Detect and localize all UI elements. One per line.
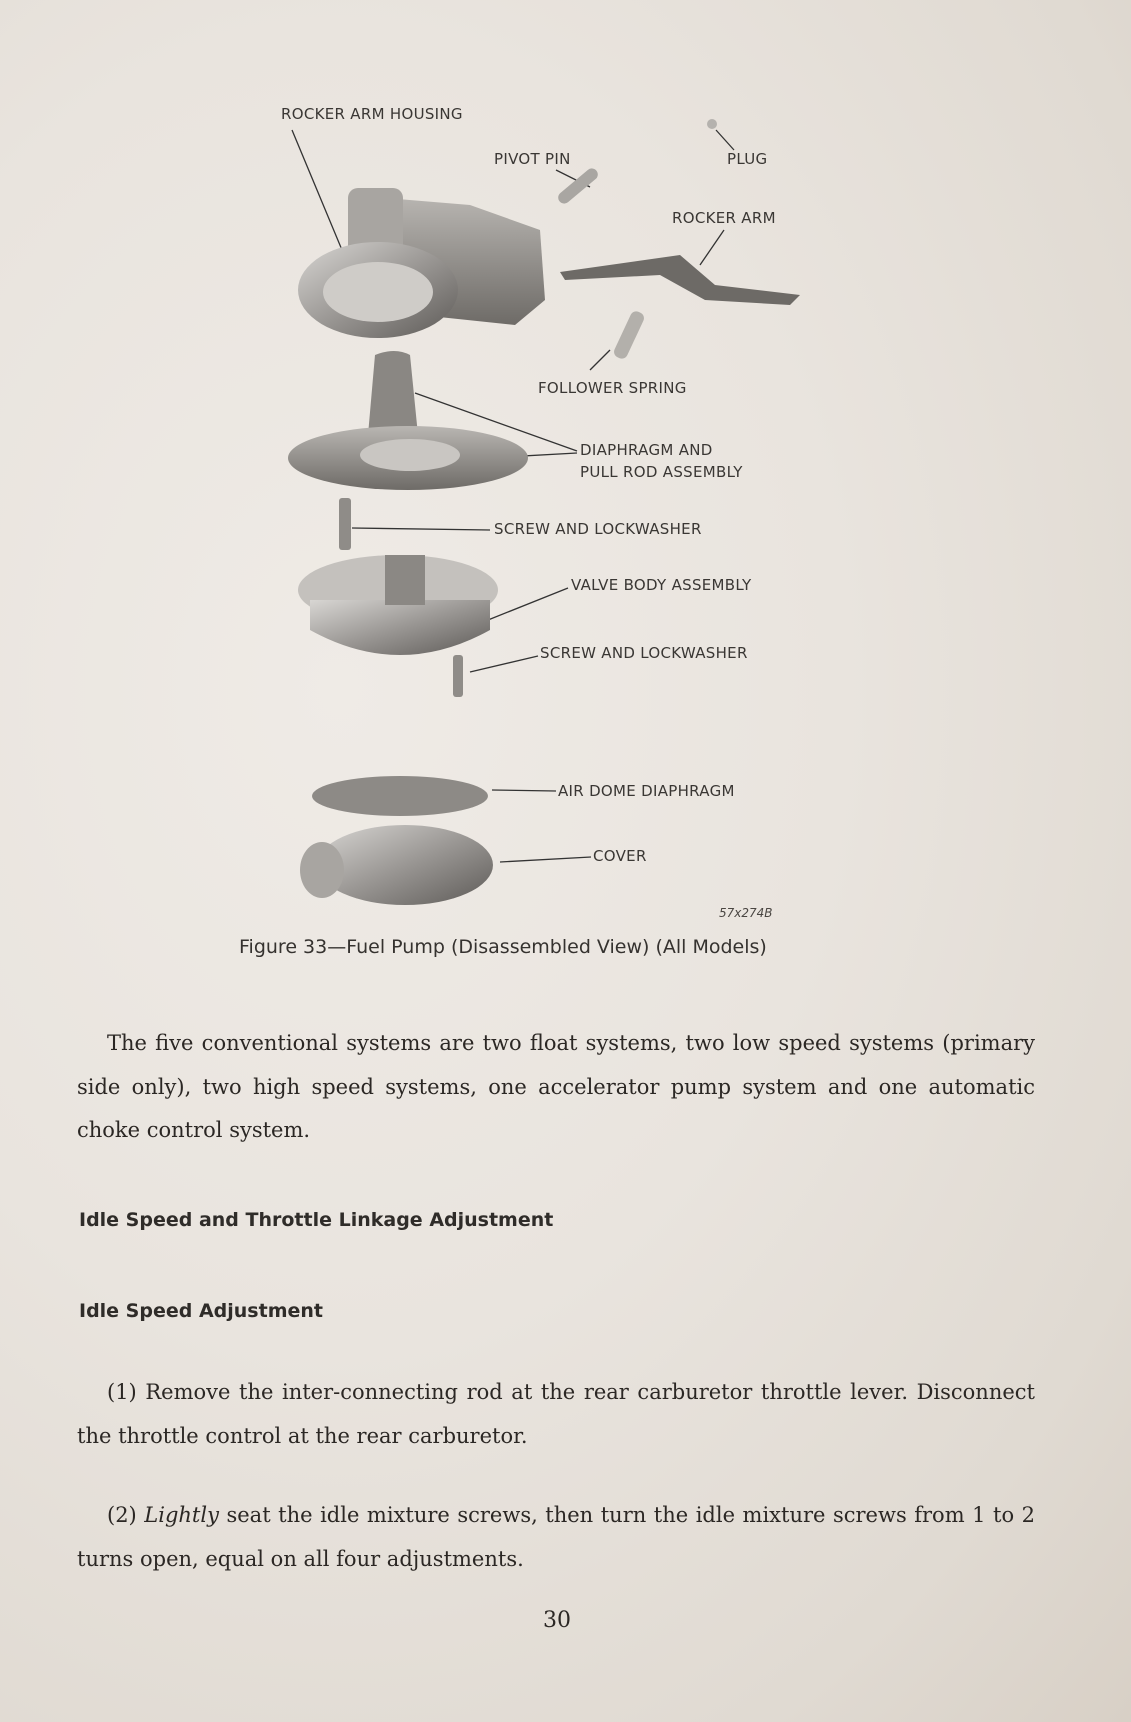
label-screw-lockwasher-1: SCREW AND LOCKWASHER xyxy=(494,520,702,538)
heading-idle-speed-adjustment: Idle Speed Adjustment xyxy=(79,1300,323,1322)
pivot-pin-part xyxy=(556,166,600,206)
valve-body-part xyxy=(298,555,498,655)
air-dome-diaphragm-part xyxy=(312,776,488,816)
screw-part-2 xyxy=(453,655,463,697)
label-valve-body: VALVE BODY ASSEMBLY xyxy=(571,576,752,594)
label-screw-lockwasher-2: SCREW AND LOCKWASHER xyxy=(540,644,748,662)
step-2-rest: seat the idle mixture screws, then turn the idle mixture screws from 1 to 2 turns open, equal on all four adjustments. xyxy=(77,1503,1036,1571)
cover-part xyxy=(300,825,493,905)
label-rocker-arm: ROCKER ARM xyxy=(672,209,776,227)
page-number: 30 xyxy=(543,1608,571,1633)
label-rocker-arm-housing: ROCKER ARM HOUSING xyxy=(281,105,463,123)
label-diaphragm-1: DIAPHRAGM AND xyxy=(580,441,713,459)
intro-paragraph: The five conventional systems are two float systems, two low speed systems (primary side only), two high speed systems, one accelerator pump system and one automatic choke control system. xyxy=(77,1031,1035,1142)
label-diaphragm-2: PULL ROD ASSEMBLY xyxy=(580,463,743,481)
label-pivot-pin: PIVOT PIN xyxy=(494,150,571,168)
label-follower-spring: FOLLOWER SPRING xyxy=(538,379,687,397)
rocker-arm-part xyxy=(560,255,800,305)
label-plug: PLUG xyxy=(727,150,768,168)
label-cover: COVER xyxy=(593,847,647,865)
rocker-arm-housing-part xyxy=(298,188,545,338)
label-air-dome-diaphragm: AIR DOME DIAPHRAGM xyxy=(558,782,735,800)
figure-caption: Figure 33—Fuel Pump (Disassembled View) (All Models) xyxy=(239,936,767,958)
step-1: (1) Remove the inter-connecting rod at the rear carburetor throttle lever. Disconnect the throttle control at the rear carburetor. xyxy=(77,1380,1035,1448)
step-2 xyxy=(77,1494,1035,1581)
step-2-prefix: (2) xyxy=(107,1503,145,1527)
screw-part xyxy=(339,498,351,550)
figure-code: 57x274B xyxy=(719,906,773,920)
step-2-emphasis: Lightly xyxy=(144,1503,219,1527)
heading-idle-speed-throttle-linkage: Idle Speed and Throttle Linkage Adjustment xyxy=(79,1209,554,1231)
follower-spring-part xyxy=(612,309,646,360)
plug-part xyxy=(707,119,717,129)
